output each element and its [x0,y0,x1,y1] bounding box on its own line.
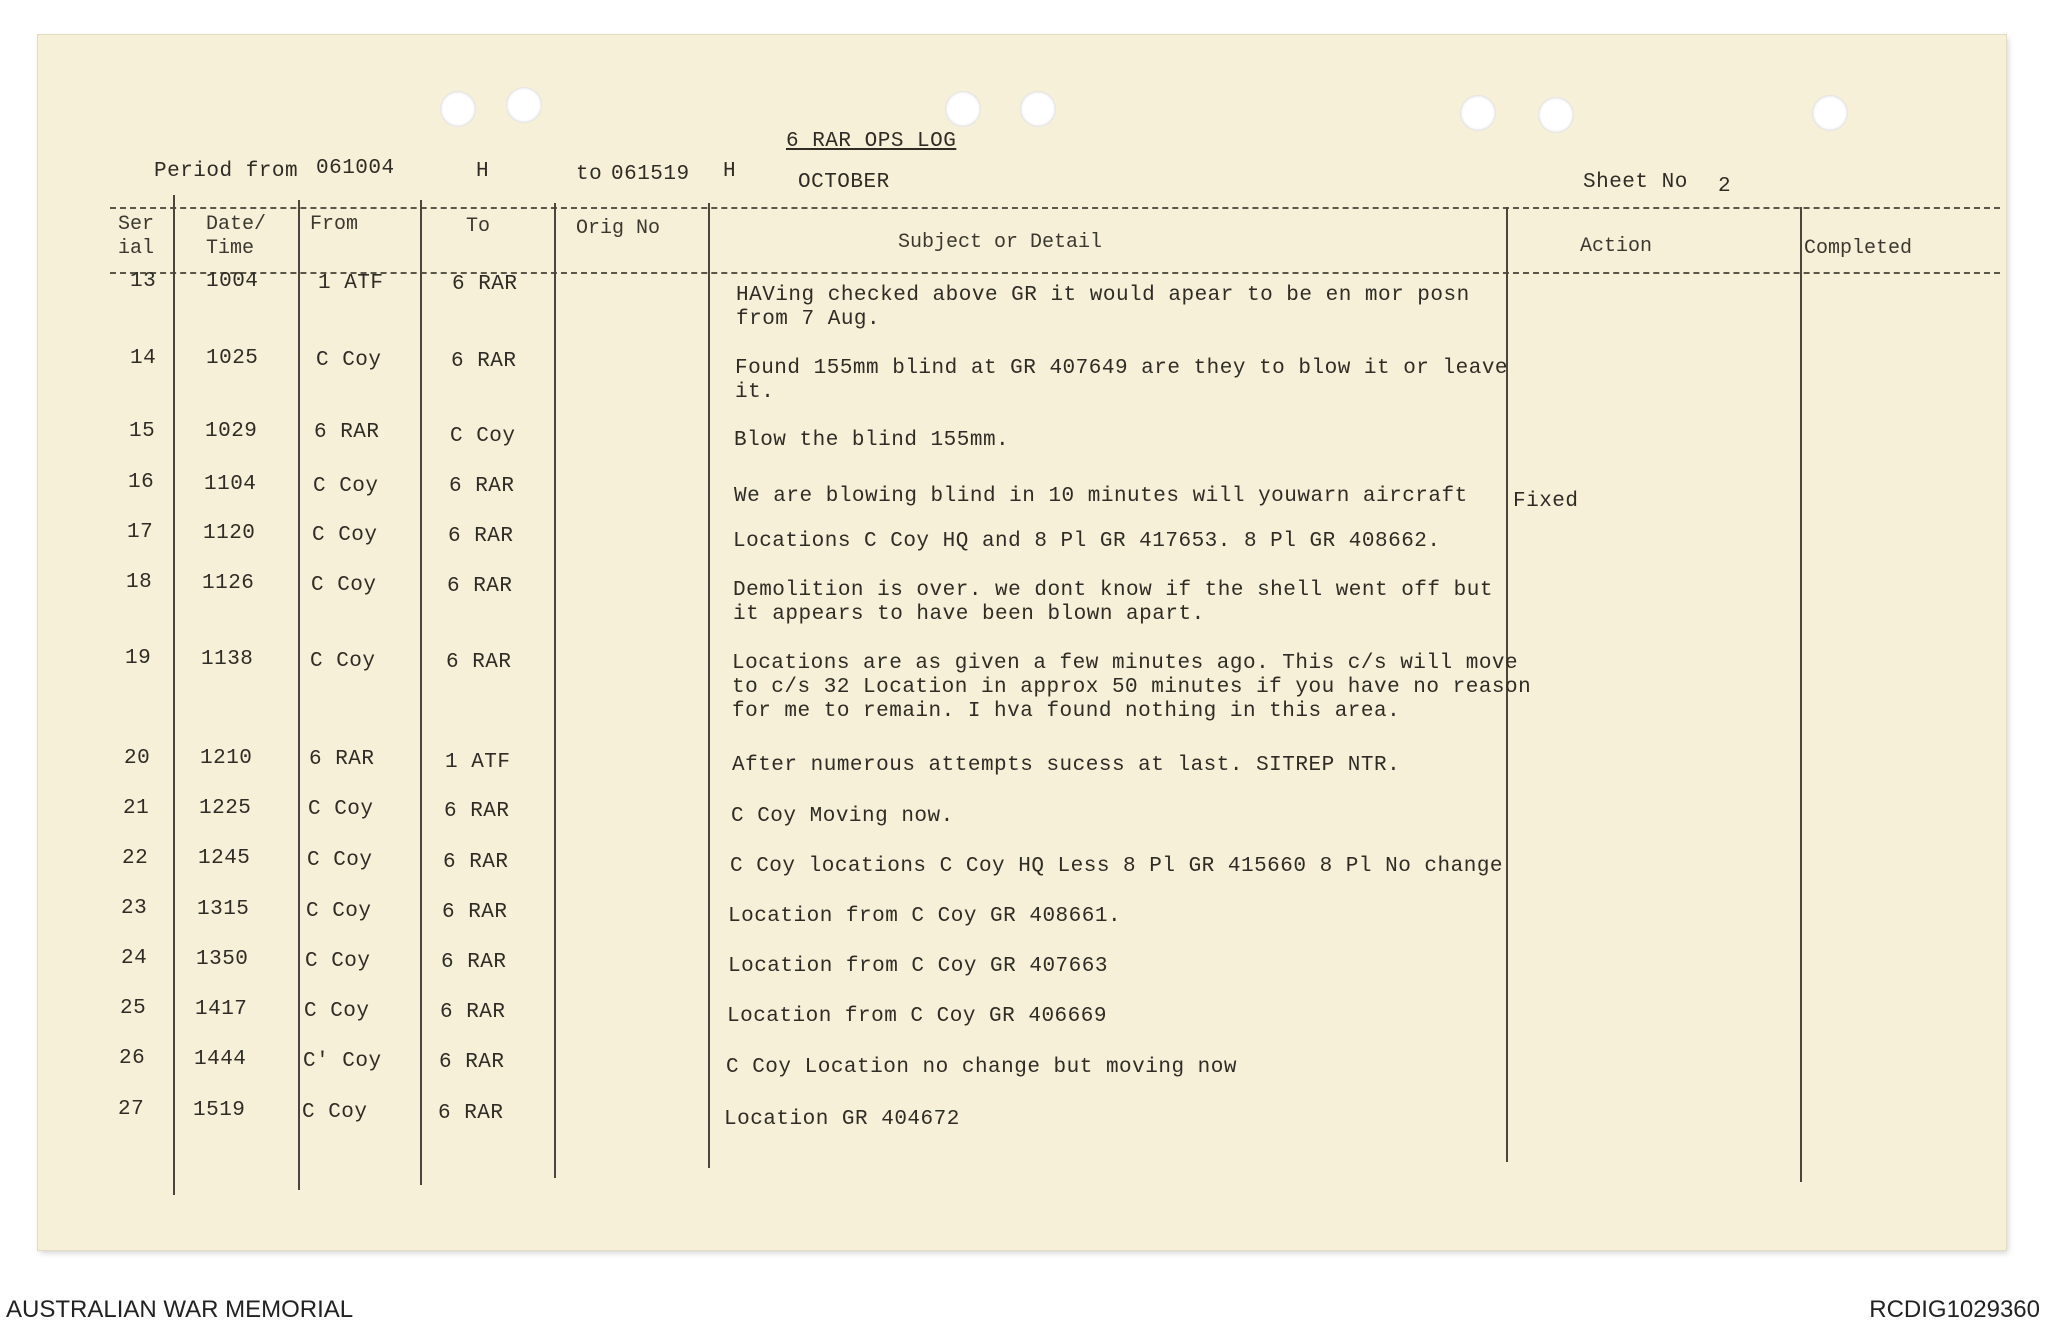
from-cell: C Coy [311,574,377,597]
from-cell: 1 ATF [318,272,384,295]
table-top-rule [110,207,2000,209]
from-cell: C Coy [313,475,379,498]
to-cell: 6 RAR [449,475,515,498]
to-cell: 6 RAR [440,1001,506,1024]
serial-cell: 15 [129,420,156,443]
serial-cell: 14 [130,347,157,370]
col-header-subject: Subject or Detail [898,231,1103,254]
punch-hole [440,91,476,127]
to-cell: 1 ATF [445,751,511,774]
time-cell: 1029 [205,420,258,443]
punch-hole [1538,97,1574,133]
col-header-serial: Ser ial [118,213,155,260]
time-cell: 1120 [203,522,256,545]
to-label: to [576,163,603,186]
subject-cell: Location from C Coy GR 407663 [728,955,1108,978]
serial-cell: 23 [121,897,148,920]
subject-cell: C Coy Location no change but moving now [726,1056,1237,1079]
subject-cell: We are blowing blind in 10 minutes will youwarn aircraft [734,485,1468,508]
from-cell: C Coy [307,849,373,872]
time-cell: 1350 [196,948,249,971]
to-cell: 6 RAR [441,951,507,974]
subject-cell: C Coy Moving now. [731,805,954,828]
from-cell: C' Coy [303,1050,382,1073]
column-rule [298,200,300,1190]
col-header-action: Action [1580,235,1653,258]
to-cell: 6 RAR [443,851,509,874]
time-cell: 1245 [198,847,251,870]
punch-hole [1812,95,1848,131]
serial-cell: 24 [121,947,148,970]
subject-cell: Location GR 404672 [724,1108,960,1131]
from-cell: C Coy [302,1101,368,1124]
punch-hole [945,91,981,127]
time-cell: 1315 [197,898,250,921]
to-cell: 6 RAR [448,525,514,548]
column-rule [1800,207,1802,1182]
to-cell: 6 RAR [438,1102,504,1125]
time-cell: 1104 [204,473,257,496]
to-cell: 6 RAR [447,575,513,598]
time-cell: 1210 [200,747,253,770]
period-from-h: H [476,160,490,183]
period-label: Period from [154,160,299,183]
serial-cell: 27 [118,1098,145,1121]
punch-hole [1020,91,1056,127]
punch-hole [1460,95,1496,131]
time-cell: 1126 [202,572,255,595]
col-header-completed: Completed [1804,237,1913,260]
period-to-h: H [723,160,737,183]
col-header-to: To [466,215,491,238]
col-header-from: From [310,213,359,236]
from-cell: C Coy [304,1000,370,1023]
punch-hole [506,87,542,123]
time-cell: 1225 [199,797,252,820]
serial-cell: 20 [124,747,151,770]
column-rule [554,203,556,1178]
from-cell: C Coy [305,950,371,973]
from-cell: 6 RAR [314,421,380,444]
action-cell: Fixed [1513,490,1579,513]
serial-cell: 19 [125,647,152,670]
footer-record-id: RCDIG1029360 [1869,1296,2040,1323]
from-cell: C Coy [316,349,382,372]
log-sheet [38,35,2006,1250]
time-cell: 1519 [193,1099,246,1122]
month: OCTOBER [798,171,890,194]
column-rule [708,203,710,1168]
col-header-datetime: Date/ Time [206,213,267,260]
serial-cell: 21 [123,797,150,820]
to-cell: 6 RAR [444,800,510,823]
column-rule [173,195,175,1195]
from-cell: C Coy [312,524,378,547]
col-header-orig-no: Orig No [576,217,661,240]
from-cell: C Coy [308,798,374,821]
serial-cell: 17 [127,521,154,544]
serial-cell: 22 [122,847,149,870]
period-from: 061004 [316,157,395,180]
subject-cell: Blow the blind 155mm. [734,429,1010,452]
log-title: 6 RAR OPS LOG [786,130,957,153]
to-cell: 6 RAR [451,350,517,373]
subject-cell: After numerous attempts sucess at last. SITREP NTR. [732,754,1401,777]
from-cell: C Coy [306,900,372,923]
time-cell: 1138 [201,648,254,671]
header-bottom-rule [110,272,2000,274]
to-cell: C Coy [450,425,516,448]
serial-cell: 25 [120,997,147,1020]
time-cell: 1004 [206,270,259,293]
time-cell: 1025 [206,347,259,370]
subject-cell: Locations are as given a few minutes ago. This c/s will move to c/s 32 Location in approx 50 minutes if you have no reason for me to remain. I hva found nothing in this area. [732,652,1532,723]
serial-cell: 16 [128,471,155,494]
subject-cell: Found 155mm blind at GR 407649 are they to blow it or leave it. [735,357,1509,404]
footer-archive-name: AUSTRALIAN WAR MEMORIAL [6,1296,354,1323]
subject-cell: C Coy locations C Coy HQ Less 8 Pl GR 415660 8 Pl No change [730,855,1504,878]
subject-cell: Locations C Coy HQ and 8 Pl GR 417653. 8 Pl GR 408662. [733,530,1441,553]
serial-cell: 13 [130,270,157,293]
from-cell: 6 RAR [309,748,375,771]
subject-cell: Location from C Coy GR 406669 [727,1005,1107,1028]
subject-cell: HAVing checked above GR it would apear to be en mor posn from 7 Aug. [736,284,1470,331]
time-cell: 1444 [194,1048,247,1071]
to-cell: 6 RAR [442,901,508,924]
sheet-label: Sheet No [1583,171,1688,194]
to-cell: 6 RAR [446,651,512,674]
from-cell: C Coy [310,650,376,673]
sheet-number: 2 [1718,175,1732,198]
subject-cell: Location from C Coy GR 408661. [728,905,1122,928]
serial-cell: 26 [119,1047,146,1070]
time-cell: 1417 [195,998,248,1021]
period-to: 061519 [611,163,690,186]
to-cell: 6 RAR [439,1051,505,1074]
to-cell: 6 RAR [452,273,518,296]
column-rule [420,200,422,1185]
serial-cell: 18 [126,571,153,594]
subject-cell: Demolition is over. we dont know if the shell went off but it appears to have been blown apart. [733,579,1493,626]
